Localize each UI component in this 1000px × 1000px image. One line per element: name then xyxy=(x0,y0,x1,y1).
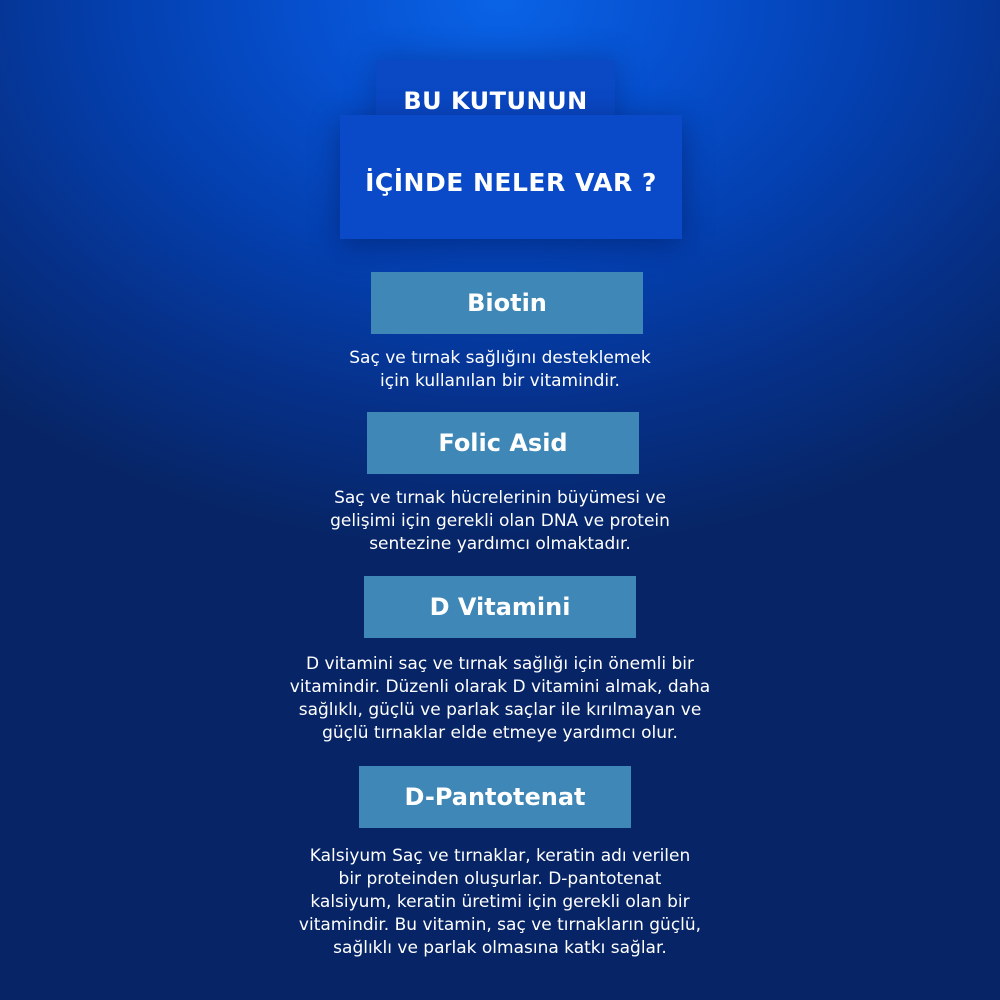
desc-line: Kalsiyum Saç ve tırnaklar, keratin adı verilen xyxy=(309,846,691,866)
section-title-biotin: Biotin xyxy=(371,272,643,334)
desc-line: sentezine yardımcı olmaktadır. xyxy=(369,534,631,554)
desc-line: Saç ve tırnak sağlığını desteklemek xyxy=(349,348,651,368)
title-line1: BU KUTUNUN xyxy=(403,87,588,115)
section-title-d-pantotenat: D-Pantotenat xyxy=(359,766,631,828)
section-desc-d-pantotenat xyxy=(240,845,760,960)
desc-line: güçlü tırnaklar elde etmeye yardımcı olur. xyxy=(322,723,678,743)
header xyxy=(0,0,1000,260)
desc-line: vitamindir. Düzenli olarak D vitamini almak, daha xyxy=(289,677,711,697)
title-line2: İÇİNDE NELER VAR ? xyxy=(365,168,657,197)
section-desc-d-vitamini xyxy=(240,653,760,745)
desc-line: sağlıklı, güçlü ve parlak saçlar ile kırılmayan ve xyxy=(298,700,702,720)
desc-line: sağlıklı ve parlak olmasına katkı sağlar. xyxy=(333,938,667,958)
desc-line: vitamindir. Bu vitamin, saç ve tırnakların güçlü, xyxy=(298,915,702,935)
desc-line: kalsiyum, keratin üretimi için gerekli olan bir xyxy=(310,892,690,912)
desc-line: bir proteinden oluşurlar. D-pantotenat xyxy=(338,869,662,889)
section-desc-folic-asid xyxy=(240,487,760,556)
section-title-d-vitamini: D Vitamini xyxy=(364,576,636,638)
desc-line: D vitamini saç ve tırnak sağlığı için önemli bir xyxy=(306,654,694,674)
section-title-folic-asid: Folic Asid xyxy=(367,412,639,474)
section-desc-biotin xyxy=(240,347,760,393)
desc-line: Saç ve tırnak hücrelerinin büyümesi ve xyxy=(334,488,666,508)
desc-line: gelişimi için gerekli olan DNA ve protein xyxy=(330,511,670,531)
desc-line: için kullanılan bir vitamindir. xyxy=(380,371,620,391)
